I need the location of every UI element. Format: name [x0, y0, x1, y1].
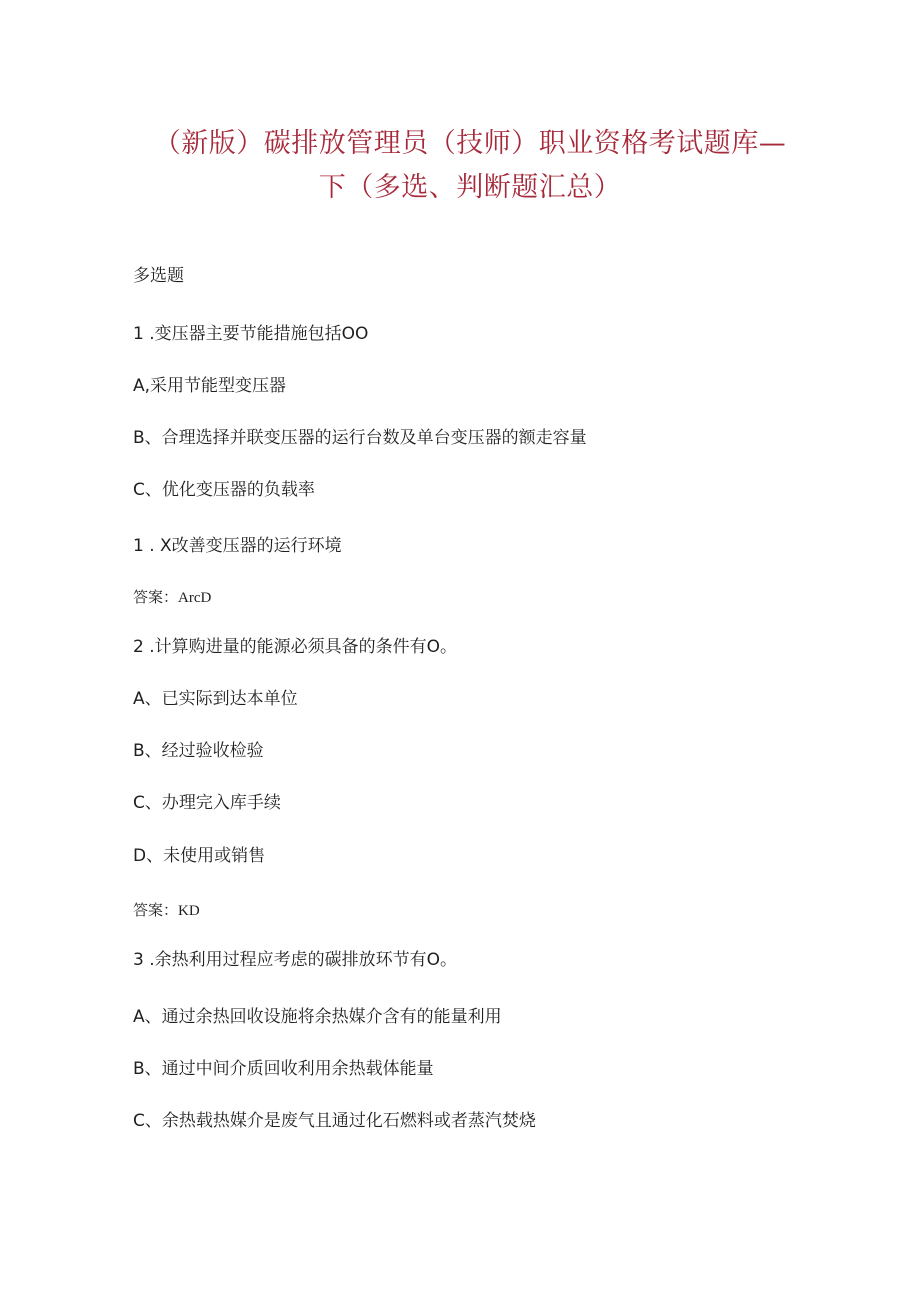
option-1d: 1 . X改善变压器的运行环境 — [133, 536, 342, 556]
section-heading: 多选题 — [133, 266, 184, 286]
option-1c: C、优化变压器的负载率 — [133, 480, 315, 500]
question-2: 2 .计算购进量的能源必须具备的条件有O。 — [133, 637, 458, 657]
option-2b: B、经过验收检验 — [133, 741, 264, 761]
option-1b: B、合理选择并联变压器的运行台数及单台变压器的额走容量 — [133, 428, 587, 448]
question-3: 3 .余热利用过程应考虑的碳排放环节有O。 — [133, 950, 458, 970]
option-2d: D、未使用或销售 — [133, 846, 266, 866]
answer-2: 答案：KD — [133, 903, 200, 919]
option-2a: A、已实际到达本单位 — [133, 689, 298, 709]
question-1: 1 .变压器主要节能措施包括OO — [133, 324, 369, 344]
title-line-1: （新版）碳排放管理员（技师）职业资格考试题库— — [153, 128, 787, 159]
answer-1: 答案：ArcD — [133, 590, 212, 606]
option-1a: A,采用节能型变压器 — [133, 376, 287, 396]
option-3c: C、余热载热媒介是废气且通过化石燃料或者蒸汽焚烧 — [133, 1111, 536, 1131]
option-3a: A、通过余热回收设施将余热媒介含有的能量利用 — [133, 1007, 502, 1027]
title-line-2: 下（多选、判断题汇总） — [318, 172, 622, 203]
option-3b: B、通过中间介质回收利用余热载体能量 — [133, 1059, 434, 1079]
option-2c: C、办理完入库手续 — [133, 793, 281, 813]
